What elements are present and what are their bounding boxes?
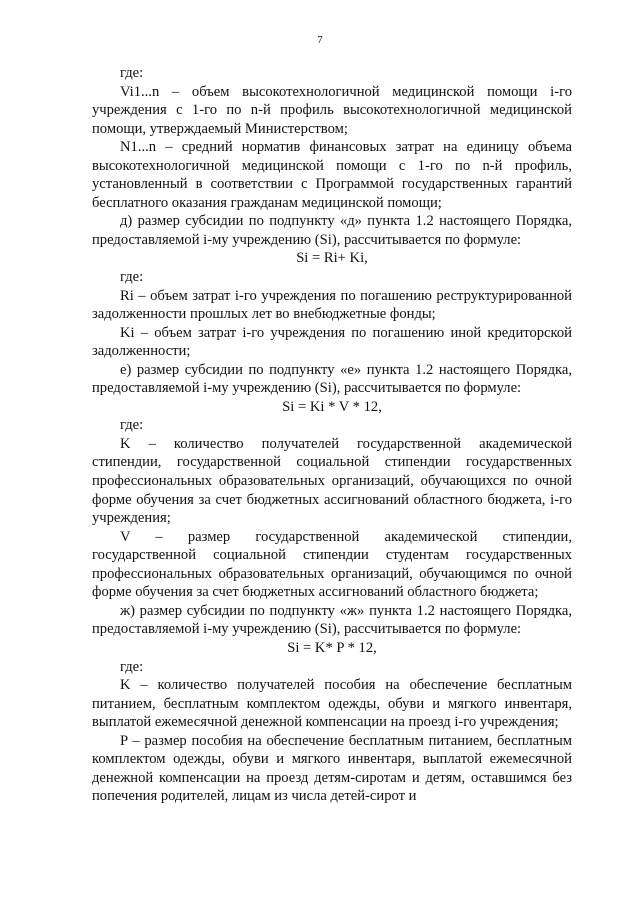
paragraph: где: — [120, 658, 144, 675]
page-number: 7 — [317, 34, 323, 46]
paragraph: Ki – объем затрат i-го учреждения по погашению иной кредиторской задолженности; — [92, 324, 572, 360]
paragraph: Ri – объем затрат i-го учреждения по погашению реструктурированной задолженности прошлых лет во внебюджетные фонды; — [92, 287, 572, 323]
paragraph: Vi1...n – объем высокотехнологичной медицинской помощи i-го учреждения с 1-го по n-й профиль высокотехнологичной медицинской помощи, утверждаемый Министерством; — [92, 83, 572, 137]
paragraph: где: — [120, 65, 144, 81]
paragraph: P – размер пособия на обеспечение бесплатным питанием, бесплатным комплектом одежды, обуви и мягкого инвентаря, выплатой ежемесячной денежной компенсации на проезд детям-сиротам и детям, оставшимся без попечения родителей, лицам из числа детей-сирот и — [92, 732, 572, 805]
formula: Si = Ki * V * 12, — [282, 398, 382, 415]
paragraph: N1...n – средний норматив финансовых затрат на единицу объема высокотехнологичной медицинской помощи с 1-го по n-й профиль, установленный в соответствии с Программой государственных гарантий бесплатного оказания гражданам медицинской помощи; — [92, 139, 572, 211]
paragraph: е) размер субсидии по подпункту «е» пункта 1.2 настоящего Порядка, предоставляемой i-му учреждению (Si), рассчитывается по формуле: — [92, 361, 572, 397]
paragraph: ж) размер субсидии по подпункту «ж» пункта 1.2 настоящего Порядка, предоставляемой i-му учреждению (Si), рассчитывается по формуле: — [92, 602, 572, 638]
paragraph: K – количество получателей государственной академической стипендии, государственной социальной стипендии государственных профессиональных образовательных организаций, обучающихся по очной форме обучения за счет бюджетных ассигнований областного бюджета, i-го учреждения; — [92, 435, 572, 527]
paragraph: д) размер субсидии по подпункту «д» пункта 1.2 настоящего Порядка, предоставляемой i-му учреждению (Si), рассчитывается по формуле: — [92, 213, 572, 248]
paragraph: V – размер государственной академической стипендии, государственной социальной стипендии студентам государственных профессиональных образовательных организаций, обучающимся по очной форме обучения за счет бюджетных ассигнований областного бюджета; — [92, 528, 572, 601]
formula: Si = Ri+ Ki, — [296, 250, 368, 267]
formula: Si = K* P * 12, — [287, 639, 377, 656]
paragraph: где: — [120, 417, 144, 434]
page-body — [92, 64, 572, 806]
paragraph: где: — [120, 269, 144, 286]
paragraph: K – количество получателей пособия на обеспечение бесплатным питанием, бесплатным комплектом одежды, обуви и мягкого инвентаря, выплатой ежемесячной денежной компенсации на проезд i-го учреждения; — [92, 677, 572, 731]
